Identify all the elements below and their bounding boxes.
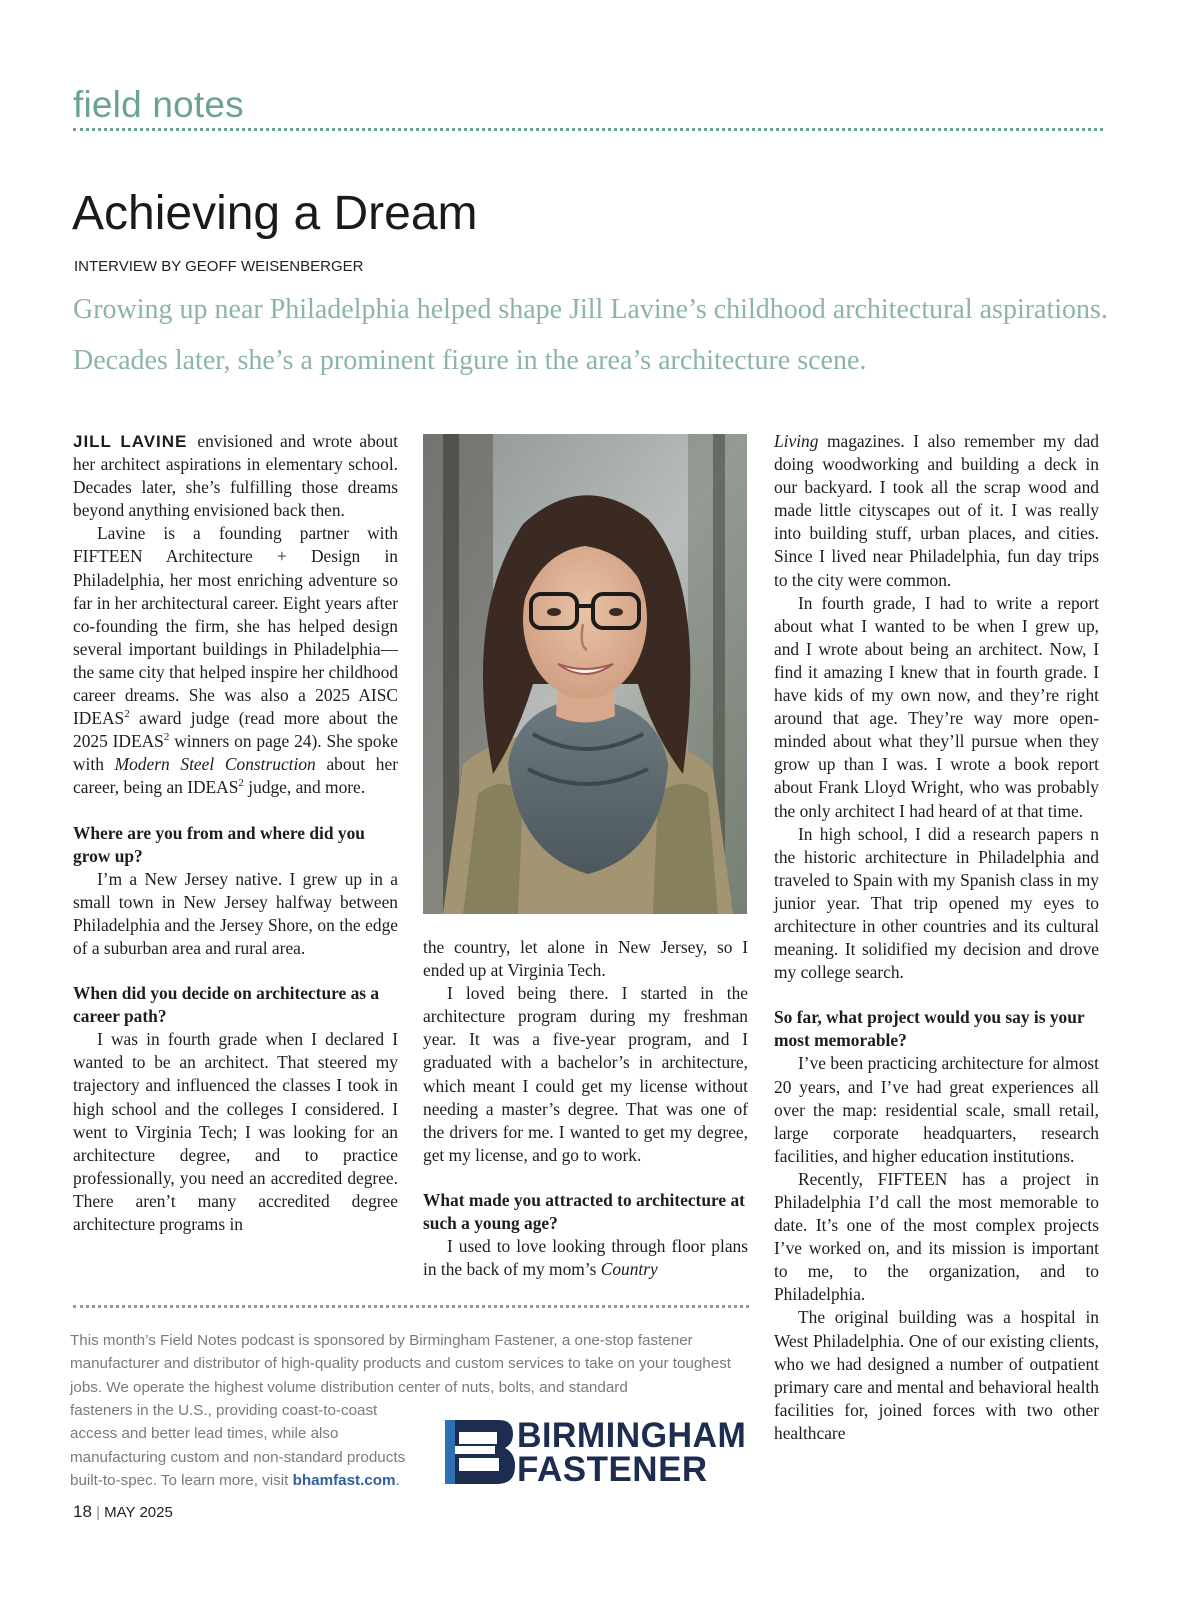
sponsor-link[interactable]: bhamfast.com <box>292 1471 396 1489</box>
intro-paragraph-2: Lavine is a founding partner with FIFTEEN Architecture + Design in Philadelphia, her most enriching adventure so far in her architectural career. Eight years after co-founding the firm, she has helped design several important buildings in Philadelphia—the same city that helped inspire her childhood career dreams. She was also a 2025 AISC IDEAS$^2$ award judge (read more about the 2025 IDEAS$^2$ winners on page 24). She spoke with Modern Steel Construction about her career, being an IDEAS$^2$ judge, and more. <box>73 523 399 798</box>
answer-4c: The original building was a hospital in West Philadelphia. One of our existing clients, who we had designed a number of outpatient primary care and mental and behavioral health facilities for, joined forces with two other healthcare <box>774 1307 1099 1443</box>
question-1: Where are you from and where did you grow up? <box>73 822 365 866</box>
byline: INTERVIEW BY GEOFF WEISENBERGER <box>74 258 364 275</box>
header-divider <box>73 128 1103 131</box>
answer-4a: I’ve been practicing architecture for almost 20 years, and I’ve had great experiences all over the map: residential scale, small retail, large corporate headquarters, research facilities, and higher education institutions. <box>774 1053 1099 1166</box>
column-3 <box>774 430 1099 1445</box>
answer-4b: Recently, FIFTEEN has a project in Philadelphia I’d call the most memorable to date. It’s one of the most complex projects I’ve worked on, and its mission is important to me, to the organization, and to Philadelphia. <box>774 1168 1099 1305</box>
column-1 <box>73 430 398 1236</box>
page-number: 18 <box>73 1502 92 1521</box>
answer-3c: In fourth grade, I had to write a report about what I wanted to be when I grew up, and I wrote about being an architect. Now, I find it amazing I knew that in fourth grade. I have kids of my own now, and they’re right around that age. They’re way more open-minded about what they’ll pursue when they grow up than I was. I wrote a book report about Frank Lloyd Wright, who was probably the only architect I had heard of at that time. <box>774 592 1099 821</box>
answer-2: I was in fourth grade when I declared I wanted to be an architect. That steered my trajectory and influenced the classes I took in high school and the colleges I considered. I went to Virginia Tech; I was looking for an architecture degree, and to practice professionally, you need an accredited degree. There aren’t many accredited degree architecture programs in <box>73 1029 398 1234</box>
question-3: What made you attracted to architecture at such a young age? <box>423 1189 745 1234</box>
article-title: Achieving a Dream <box>72 187 478 240</box>
intro-paragraph: JILL LAVINE envisioned and wrote about her architect aspirations in elementary school. Decades later, she’s fulfilling those dreams beyond anything envisioned back then. <box>73 431 398 521</box>
answer-3b: Living magazines. I also remember my dad doing woodworking and building a deck in our backyard. I took all the scrap wood and made little cityscapes out of it. I was really into building stuff, urban places, and cities. Since I lived near Philadelphia, fun day trips to the city were common. <box>774 431 1099 590</box>
article-deck: Growing up near Philadelphia helped shape Jill Lavine’s childhood architectural aspirations. Decades later, she’s a prominent figure in the area’s architecture scene. <box>73 294 1108 376</box>
sponsor-divider <box>73 1305 749 1308</box>
column-2 <box>423 936 748 1281</box>
birmingham-fastener-logo <box>445 1416 747 1489</box>
logo-mark-icon <box>445 1420 515 1484</box>
sponsor-text-1: This month’s Field Notes podcast is sponsored by Birmingham Fastener, a one-stop fastener manufacturer and distributor of high-quality products and custom services to take on your toughest jobs. We operate the highest volume distribution center of nuts, bolts, and standard <box>70 1332 732 1396</box>
issue-date: MAY 2025 <box>104 1504 173 1521</box>
logo-wordmark-line2: FASTENER <box>517 1450 708 1489</box>
sponsor-text-2: fasteners in the U.S., providing coast-to-coast access and better lead times, while also manufacturing custom and non-standard products built-to-spec. To learn more, visit bhamfast.com. <box>70 1402 406 1489</box>
answer-2b: I loved being there. I started in the architecture program during my freshman year. It was a five-year program, and I graduated with a bachelor’s in architecture, which meant I could get my license without needing a master’s degree. That was one of the drivers for me. I wanted to get my degree, get my license, and go to work. <box>423 983 748 1165</box>
answer-2-continued: the country, let alone in New Jersey, so I ended up at Virginia Tech. <box>423 937 748 981</box>
lead-name: JILL LAVINE <box>73 432 188 451</box>
question-2: When did you decide on architecture as a career path? <box>73 983 380 1027</box>
section-label: field notes <box>73 84 244 125</box>
answer-3d: In high school, I did a research papers n the historic architecture in Philadelphia and traveled to Spain with my Spanish class in my junior year. That trip opened my eyes to architecture in other countries and its cultural meaning. It solidified my decision and drove my college search. <box>774 823 1099 983</box>
question-4: So far, what project would you say is your most memorable? <box>774 1007 1085 1051</box>
portrait-illustration <box>423 434 747 914</box>
folio-separator: | <box>96 1504 100 1521</box>
page-footer <box>73 1502 173 1522</box>
portrait-photo <box>423 434 747 914</box>
answer-3a: I used to love looking through floor plans in the back of my mom’s Country <box>423 1236 748 1280</box>
answer-1: I’m a New Jersey native. I grew up in a small town in New Jersey halfway between Philadelphia and the Jersey Shore, on the edge of a suburban area and rural area. <box>73 868 398 958</box>
logo-wordmark-line1: BIRMINGHAM <box>517 1416 747 1455</box>
